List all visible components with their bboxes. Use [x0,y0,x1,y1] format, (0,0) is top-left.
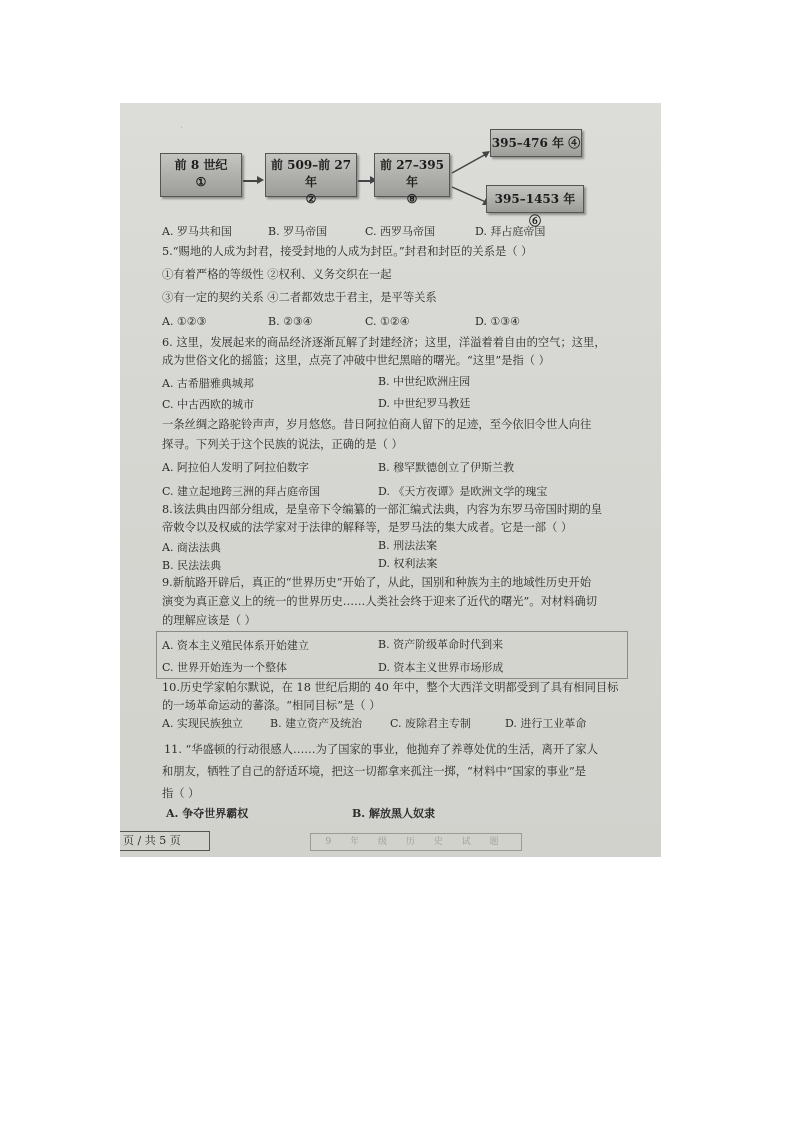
footer-title: 9 年 级 历 史 试 题 [310,833,522,851]
q5-option-a: A. ①②③ [162,315,207,328]
flow-box-1 [160,153,242,197]
q10-option-a: A. 实现民族独立 [162,717,243,730]
q6-line-2: 成为世俗文化的摇篮；这里，点亮了冲破中世纪黑暗的曙光。“这里”是指（ ） [162,354,550,367]
page-number: 页 / 共 5 页 [120,831,210,851]
q9-option-c: C. 世界开始连为一个整体 [162,661,288,674]
flow-box-1-period: 前 8 世纪 [174,158,228,172]
flow-box-4-period: 395–476 年 [491,136,565,150]
q4-option-a: A. 罗马共和国 [162,225,232,238]
q10-line-2: 的一场革命运动的蕃涤。“相同目标”是（ ） [162,699,381,712]
q5-option-c: C. ①②④ [365,315,410,328]
q7-line-2: 探寻。下列关于这个民族的说法，正确的是（ ） [162,438,403,451]
q8-line-2: 帝敕令以及权威的法学家对于法律的解释等，是罗马法的集大成者。它是一部（ ） [162,521,573,534]
q6-option-c: C. 中古西欧的城市 [162,398,255,411]
flow-box-3 [374,153,450,206]
q6-option-d: D. 中世纪罗马教廷 [378,397,471,410]
q10-option-b: B. 建立资产及统治 [270,717,363,730]
exam-page-photo [120,103,661,857]
flow-arrow-1-head [257,176,264,184]
q9-option-d: D. 资本主义世界市场形成 [378,661,504,674]
q5-option-d: D. ①③④ [475,315,521,328]
q11-line-2: 和朋友，牺牲了自己的舒适环境，把这一切都拿来孤注一掷，“材料中“国家的事业”是 [162,765,587,778]
flow-box-5-period: 395–1453 年 [494,192,576,206]
q10-line-1: 10.历史学家帕尔默说，在 18 世纪后期的 40 年中，整个大西洋文明都受到了具有相同目标 [162,681,619,694]
q11-line-3: 指（ ） [162,787,200,800]
q4-option-b: B. 罗马帝国 [268,225,328,238]
flow-box-2 [265,153,357,206]
flow-box-1-mark: ① [195,175,207,189]
q5-stem: 5.“赐地的人成为封君，接受封地的人成为封臣。”封君和封臣的关系是（ ） [162,245,533,258]
flow-box-3-mark: ⑧ [406,192,418,206]
q9-option-b: B. 资产阶级革命时代到来 [378,638,504,651]
q7-option-c: C. 建立起地跨三洲的拜占庭帝国 [162,485,321,498]
q5-item-1: ①有着严格的等级性 ②权利、义务交织在一起 [162,268,392,281]
q7-option-d: D. 《天方夜谭》是欧洲文学的瑰宝 [378,485,548,498]
flow-box-2-period: 前 509–前 27 年 [270,158,352,189]
flow-box-5 [486,185,584,228]
bleed-through: · [180,123,184,134]
q6-option-a: A. 古希腊雅典城邦 [162,377,254,390]
flow-box-4-mark: ④ [568,136,581,150]
flow-box-5-mark: ⑥ [528,214,541,228]
q7-option-a: A. 阿拉伯人发明了阿拉伯数字 [162,461,309,474]
q9-line-3: 的理解应该是（ ） [162,614,256,627]
q10-option-c: C. 废除君主专制 [390,717,472,730]
flow-box-2-mark: ② [305,192,317,206]
q8-option-d: D. 权利法案 [378,557,438,570]
q11-option-a: A. 争夺世界霸权 [166,807,249,820]
q9-option-a: A. 资本主义殖民体系开始建立 [162,639,309,652]
q8-option-a: A. 商法法典 [162,541,221,554]
q8-option-c: B. 民法法典 [162,559,222,572]
q4-option-d: D. 拜占庭帝国 [475,225,546,238]
q8-option-b: B. 刑法法案 [378,539,438,552]
q11-option-b: B. 解放黑人奴隶 [352,807,435,820]
q10-option-d: D. 进行工业革命 [505,717,587,730]
q9-line-1: 9.新航路开辟后，真正的“世界历史”开始了，从此，国别和种族为主的地域性历史开始 [162,576,592,589]
q5-item-2: ③有一定的契约关系 ④二者都效忠于君主，是平等关系 [162,291,437,304]
q6-option-b: B. 中世纪欧洲庄园 [378,375,471,388]
q7-line-1: 一条丝绸之路驼铃声声，岁月悠悠。昔日阿拉伯商人留下的足迹，至今依旧令世人向往 [162,418,592,431]
q7-option-b: B. 穆罕默德创立了伊斯兰教 [378,461,515,474]
flow-arrow-1 [243,180,258,182]
q11-line-1: 11. “华盛顿的行动很感人……为了国家的事业，他抛弃了养尊处优的生活，离开了家人 [164,743,599,756]
q9-line-2: 演变为真正意义上的统一的世界历史……人类社会终于迎来了近代的曙光”。对材料确切 [162,595,598,608]
flow-box-3-period: 前 27–395 年 [380,158,444,189]
flow-box-4 [490,129,582,157]
q4-option-c: C. 西罗马帝国 [365,225,436,238]
q6-line-1: 6. 这里，发展起来的商品经济逐渐瓦解了封建经济；这里，洋溢着着自由的空气；这里， [162,336,606,349]
q5-option-b: B. ②③④ [268,315,313,328]
q8-line-1: 8.该法典由四部分组成，是皇帝下令编纂的一部汇编式法典，内容为东罗马帝国时期的皇 [162,503,603,516]
